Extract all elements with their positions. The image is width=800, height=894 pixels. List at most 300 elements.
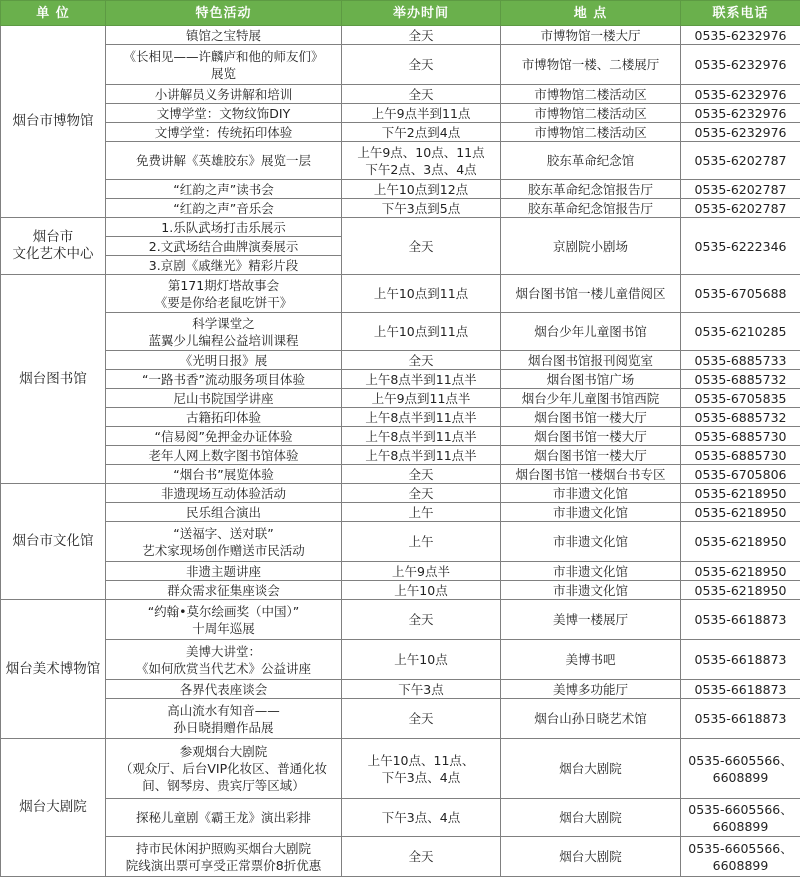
time-cell-line: 下午3点、4点 bbox=[381, 810, 461, 825]
phone-cell-line: 0535-6232976 bbox=[694, 27, 787, 43]
table-row bbox=[1, 699, 800, 739]
activity-cell-line: 非遗主题讲座 bbox=[185, 563, 261, 579]
place-cell-line: 烟台大剧院 bbox=[559, 761, 622, 776]
phone-cell-line: 0535-6885732 bbox=[694, 409, 787, 425]
place-cell-line: 市博物馆一楼、二楼展厅 bbox=[521, 57, 660, 72]
phone-cell bbox=[681, 218, 800, 275]
phone-cell bbox=[681, 180, 800, 199]
phone-cell-line: 0535-6705806 bbox=[694, 466, 787, 482]
place-cell-line: 美博书吧 bbox=[565, 652, 616, 667]
time-cell bbox=[342, 26, 501, 45]
time-cell bbox=[342, 85, 501, 104]
phone-cell bbox=[681, 370, 800, 389]
time-cell-line: 上午8点半到11点半 bbox=[365, 428, 477, 444]
phone-cell-line: 0535-6618873 bbox=[694, 681, 787, 697]
time-cell bbox=[342, 446, 501, 465]
place-cell bbox=[501, 484, 681, 503]
table-row bbox=[1, 408, 800, 427]
time-cell-line: 下午2点到4点 bbox=[381, 124, 461, 140]
activity-cell-line: 间、钢琴房、贵宾厅等区域） bbox=[142, 778, 305, 793]
table-row bbox=[1, 581, 800, 600]
place-cell-line: 烟台大剧院 bbox=[559, 849, 622, 864]
activity-cell-line: 院线演出票可享受正常票价8折优惠 bbox=[125, 857, 322, 873]
place-cell bbox=[501, 503, 681, 522]
table-row bbox=[1, 45, 800, 85]
phone-cell-line: 0535-6705688 bbox=[694, 286, 787, 301]
place-cell-line: 烟台图书馆广场 bbox=[546, 371, 635, 387]
activity-cell-line: 科学课堂之 bbox=[192, 315, 255, 331]
activity-cell bbox=[106, 123, 342, 142]
place-cell-line: 烟台图书馆报刊阅览室 bbox=[527, 352, 653, 368]
activity-cell-line: 《光明日报》展 bbox=[179, 352, 268, 368]
header-phone: 联系电话 bbox=[681, 1, 800, 26]
activity-cell bbox=[106, 465, 342, 484]
place-cell-line: 市非遗文化馆 bbox=[552, 582, 628, 598]
time-cell bbox=[342, 351, 501, 370]
place-cell-line: 烟台图书馆一楼大厅 bbox=[534, 428, 647, 444]
header-time: 举办时间 bbox=[342, 1, 501, 26]
time-cell-line: 全天 bbox=[408, 466, 434, 482]
activity-cell-line: 非遗现场互动体验活动 bbox=[160, 485, 286, 501]
time-cell bbox=[342, 640, 501, 680]
place-cell bbox=[501, 313, 681, 351]
phone-cell-line: 6608899 bbox=[712, 769, 769, 785]
activity-cell-line: 古籍拓印体验 bbox=[185, 409, 261, 425]
place-cell bbox=[501, 699, 681, 739]
place-cell bbox=[501, 123, 681, 142]
phone-cell-line: 0535-6605566、 bbox=[688, 801, 793, 817]
activity-cell-line: “红韵之声”音乐会 bbox=[173, 200, 274, 216]
place-cell-line: 市博物馆一楼大厅 bbox=[540, 27, 641, 43]
time-cell bbox=[342, 370, 501, 389]
activity-cell-line: 《如何欣赏当代艺术》公益讲座 bbox=[135, 660, 311, 676]
unit-cell bbox=[1, 739, 106, 877]
table-row bbox=[1, 142, 800, 180]
table-row bbox=[1, 522, 800, 562]
place-cell-line: 烟台少年儿童图书馆 bbox=[534, 324, 647, 339]
activity-cell bbox=[106, 199, 342, 218]
activity-cell-line: 各界代表座谈会 bbox=[179, 681, 268, 697]
place-cell bbox=[501, 522, 681, 562]
activity-cell-line: 镇馆之宝特展 bbox=[185, 27, 261, 43]
time-cell bbox=[342, 313, 501, 351]
phone-cell-line: 0535-6218950 bbox=[694, 534, 787, 549]
phone-cell-line: 0535-6605566、 bbox=[688, 752, 793, 768]
phone-cell bbox=[681, 123, 800, 142]
time-cell bbox=[342, 739, 501, 799]
activity-cell-line: 老年人网上数字图书馆体验 bbox=[148, 447, 299, 463]
place-cell bbox=[501, 837, 681, 877]
table-row bbox=[1, 600, 800, 640]
table-row bbox=[1, 313, 800, 351]
phone-cell bbox=[681, 275, 800, 313]
unit-cell-line: 烟台美术博物馆 bbox=[5, 660, 101, 677]
unit-cell-line: 文化艺术中心 bbox=[12, 246, 94, 262]
activity-cell-line: 尼山书院国学讲座 bbox=[173, 390, 274, 406]
phone-cell-line: 0535-6618873 bbox=[694, 711, 787, 726]
phone-cell-line: 0535-6218950 bbox=[694, 582, 787, 598]
time-cell-line: 上午9点到11点半 bbox=[371, 390, 471, 406]
phone-cell bbox=[681, 142, 800, 180]
activity-cell bbox=[106, 446, 342, 465]
unit-cell-line: 烟台市博物馆 bbox=[12, 113, 94, 129]
phone-cell bbox=[681, 562, 800, 581]
unit-cell bbox=[1, 218, 106, 275]
table-row bbox=[1, 503, 800, 522]
time-cell-line: 下午3点、4点 bbox=[381, 769, 461, 785]
place-cell bbox=[501, 581, 681, 600]
phone-cell-line: 0535-6202787 bbox=[694, 181, 787, 197]
phone-cell-line: 0535-6202787 bbox=[694, 153, 787, 168]
phone-cell-line: 0535-6202787 bbox=[694, 200, 787, 216]
unit-cell-line: 烟台大剧院 bbox=[19, 799, 87, 815]
phone-cell-line: 0535-6885730 bbox=[694, 447, 787, 463]
activity-cell-line: 免费讲解《英雄胶东》展览一层 bbox=[135, 153, 311, 168]
time-cell-line: 下午3点 bbox=[398, 681, 444, 697]
schedule-body bbox=[1, 26, 800, 877]
table-row bbox=[1, 799, 800, 837]
time-cell bbox=[342, 275, 501, 313]
phone-cell bbox=[681, 503, 800, 522]
phone-cell-line: 0535-6705835 bbox=[694, 390, 787, 406]
activity-cell bbox=[106, 389, 342, 408]
activity-cell-line: 探秘儿童剧《霸王龙》演出彩排 bbox=[135, 810, 311, 825]
table-row bbox=[1, 562, 800, 581]
unit-cell-line: 烟台市文化馆 bbox=[12, 533, 94, 549]
time-cell-line: 下午2点、3点、4点 bbox=[365, 161, 477, 177]
phone-cell bbox=[681, 199, 800, 218]
activity-cell-line: 1.乐队武场打击乐展示 bbox=[161, 219, 286, 235]
place-cell bbox=[501, 370, 681, 389]
phone-cell-line: 0535-6218950 bbox=[694, 563, 787, 579]
place-cell-line: 烟台少年儿童图书馆西院 bbox=[521, 390, 660, 406]
phone-cell bbox=[681, 389, 800, 408]
table-row bbox=[1, 123, 800, 142]
place-cell-line: 烟台图书馆一楼大厅 bbox=[534, 409, 647, 425]
phone-cell bbox=[681, 837, 800, 877]
phone-cell bbox=[681, 408, 800, 427]
place-cell-line: 市非遗文化馆 bbox=[552, 504, 628, 520]
place-cell bbox=[501, 680, 681, 699]
phone-cell bbox=[681, 739, 800, 799]
place-cell-line: 烟台图书馆一楼大厅 bbox=[534, 447, 647, 463]
unit-cell bbox=[1, 26, 106, 218]
phone-cell-line: 0535-6218950 bbox=[694, 485, 787, 501]
time-cell bbox=[342, 503, 501, 522]
activity-cell-line: 民乐组合演出 bbox=[185, 504, 261, 520]
time-cell-line: 全天 bbox=[408, 485, 434, 501]
activity-cell-line: 蓝翼少儿编程公益培训课程 bbox=[148, 332, 299, 348]
place-cell bbox=[501, 142, 681, 180]
activity-cell bbox=[106, 275, 342, 313]
time-cell-line: 上午10点 bbox=[394, 582, 448, 598]
activity-cell bbox=[106, 237, 342, 256]
activity-cell-line: 艺术家现场创作赠送市民活动 bbox=[142, 542, 305, 558]
place-cell bbox=[501, 26, 681, 45]
place-cell-line: 胶东革命纪念馆报告厅 bbox=[527, 181, 653, 197]
activity-cell-line: 第171期灯塔故事会 bbox=[167, 277, 280, 293]
time-cell-line: 上午9点半到11点 bbox=[371, 105, 471, 121]
activity-cell-line: “送福字、送对联” bbox=[173, 525, 274, 541]
unit-cell-line: 烟台图书馆 bbox=[19, 370, 87, 387]
place-cell-line: 市非遗文化馆 bbox=[552, 485, 628, 501]
place-cell bbox=[501, 389, 681, 408]
place-cell bbox=[501, 104, 681, 123]
place-cell-line: 市非遗文化馆 bbox=[552, 563, 628, 579]
place-cell bbox=[501, 275, 681, 313]
place-cell-line: 市博物馆二楼活动区 bbox=[534, 105, 647, 121]
time-cell bbox=[342, 45, 501, 85]
table-row bbox=[1, 85, 800, 104]
time-cell bbox=[342, 522, 501, 562]
activity-cell-line: 参观烟台大剧院 bbox=[179, 744, 268, 759]
time-cell-line: 上午10点到11点 bbox=[373, 286, 469, 301]
activity-cell bbox=[106, 351, 342, 370]
phone-cell bbox=[681, 680, 800, 699]
activity-cell bbox=[106, 640, 342, 680]
time-cell bbox=[342, 562, 501, 581]
header-place: 地 点 bbox=[501, 1, 681, 26]
phone-cell-line: 0535-6885730 bbox=[694, 428, 787, 444]
phone-cell bbox=[681, 799, 800, 837]
time-cell-line: 上午10点、11点、 bbox=[367, 752, 475, 768]
place-cell bbox=[501, 465, 681, 484]
activity-cell-line: 美博大讲堂： bbox=[185, 643, 261, 659]
time-cell bbox=[342, 218, 501, 275]
table-row bbox=[1, 446, 800, 465]
phone-cell-line: 0535-6232976 bbox=[694, 105, 787, 121]
place-cell-line: 烟台图书馆一楼儿童借阅区 bbox=[515, 286, 666, 301]
time-cell bbox=[342, 837, 501, 877]
time-cell-line: 全天 bbox=[408, 849, 434, 864]
activity-cell-line: “红韵之声”读书会 bbox=[173, 181, 274, 197]
activity-cell bbox=[106, 26, 342, 45]
activity-cell-line: 2.文武场结合曲牌演奏展示 bbox=[148, 238, 299, 254]
phone-cell bbox=[681, 313, 800, 351]
table-row bbox=[1, 351, 800, 370]
activity-cell-line: 文博学堂：文物纹饰DIY bbox=[156, 105, 291, 121]
phone-cell-line: 0535-6885732 bbox=[694, 371, 787, 387]
time-cell bbox=[342, 699, 501, 739]
header-row bbox=[1, 1, 800, 26]
time-cell-line: 上午8点半到11点半 bbox=[365, 371, 477, 387]
header-unit: 单 位 bbox=[1, 1, 106, 26]
time-cell-line: 上午9点半 bbox=[392, 563, 450, 579]
activity-cell-line: 3.京剧《戚继光》精彩片段 bbox=[148, 257, 299, 273]
phone-cell-line: 0535-6232976 bbox=[694, 57, 787, 72]
activity-cell-line: 《要是你给老鼠吃饼干》 bbox=[154, 294, 293, 310]
activity-cell bbox=[106, 799, 342, 837]
activity-cell bbox=[106, 408, 342, 427]
table-row bbox=[1, 389, 800, 408]
place-cell bbox=[501, 218, 681, 275]
table-row bbox=[1, 199, 800, 218]
activity-cell-line: 持市民休闲护照购买烟台大剧院 bbox=[135, 840, 311, 856]
place-cell bbox=[501, 739, 681, 799]
time-cell-line: 全天 bbox=[408, 57, 434, 72]
table-row bbox=[1, 275, 800, 313]
time-cell-line: 上午10点 bbox=[394, 652, 448, 667]
time-cell bbox=[342, 199, 501, 218]
table-row bbox=[1, 739, 800, 799]
time-cell-line: 下午3点到5点 bbox=[381, 200, 461, 216]
activity-cell bbox=[106, 600, 342, 640]
time-cell-line: 全天 bbox=[408, 86, 434, 102]
phone-cell-line: 0535-6618873 bbox=[694, 612, 787, 627]
unit-cell bbox=[1, 600, 106, 739]
table-row bbox=[1, 218, 800, 237]
time-cell bbox=[342, 484, 501, 503]
table-row bbox=[1, 465, 800, 484]
phone-cell bbox=[681, 699, 800, 739]
time-cell-line: 上午8点半到11点半 bbox=[365, 447, 477, 463]
activity-cell bbox=[106, 370, 342, 389]
place-cell bbox=[501, 799, 681, 837]
time-cell-line: 全天 bbox=[408, 352, 434, 368]
time-cell-line: 上午10点到11点 bbox=[373, 324, 469, 339]
table-row bbox=[1, 640, 800, 680]
place-cell-line: 胶东革命纪念馆报告厅 bbox=[527, 200, 653, 216]
place-cell-line: 胶东革命纪念馆 bbox=[546, 153, 635, 168]
place-cell-line: 市非遗文化馆 bbox=[552, 534, 628, 549]
activity-cell-line: 十周年巡展 bbox=[192, 620, 255, 636]
table-row bbox=[1, 180, 800, 199]
place-cell bbox=[501, 600, 681, 640]
table-row bbox=[1, 427, 800, 446]
place-cell bbox=[501, 85, 681, 104]
phone-cell-line: 0535-6232976 bbox=[694, 124, 787, 140]
activity-cell-line: 高山流水有知音—— bbox=[167, 702, 280, 718]
place-cell bbox=[501, 45, 681, 85]
phone-cell bbox=[681, 351, 800, 370]
activity-cell bbox=[106, 104, 342, 123]
place-cell-line: 美博多功能厅 bbox=[552, 681, 628, 697]
time-cell-line: 全天 bbox=[408, 27, 434, 43]
activity-cell bbox=[106, 313, 342, 351]
time-cell bbox=[342, 408, 501, 427]
phone-cell bbox=[681, 600, 800, 640]
time-cell bbox=[342, 465, 501, 484]
place-cell-line: 烟台大剧院 bbox=[559, 810, 622, 825]
activity-cell bbox=[106, 699, 342, 739]
table-row bbox=[1, 484, 800, 503]
phone-cell-line: 0535-6618873 bbox=[694, 652, 787, 667]
phone-cell-line: 0535-6605566、 bbox=[688, 840, 793, 856]
time-cell bbox=[342, 581, 501, 600]
activity-cell-line: （观众厅、后台VIP化妆区、普通化妆 bbox=[119, 761, 328, 776]
activity-cell bbox=[106, 522, 342, 562]
time-cell-line: 上午 bbox=[408, 534, 434, 549]
time-cell-line: 上午 bbox=[408, 504, 434, 520]
phone-cell bbox=[681, 26, 800, 45]
phone-cell bbox=[681, 522, 800, 562]
phone-cell-line: 0535-6885733 bbox=[694, 352, 787, 368]
activity-cell bbox=[106, 581, 342, 600]
time-cell bbox=[342, 427, 501, 446]
phone-cell-line: 0535-6218950 bbox=[694, 504, 787, 520]
activity-cell bbox=[106, 45, 342, 85]
phone-cell bbox=[681, 640, 800, 680]
phone-cell bbox=[681, 427, 800, 446]
place-cell bbox=[501, 408, 681, 427]
activity-cell bbox=[106, 739, 342, 799]
time-cell-line: 全天 bbox=[408, 612, 434, 627]
activity-cell bbox=[106, 142, 342, 180]
table-row bbox=[1, 104, 800, 123]
phone-cell-line: 6608899 bbox=[712, 818, 769, 834]
activity-cell bbox=[106, 180, 342, 199]
time-cell bbox=[342, 680, 501, 699]
unit-cell-line: 烟台市 bbox=[32, 229, 74, 245]
place-cell-line: 市博物馆二楼活动区 bbox=[534, 124, 647, 140]
phone-cell-line: 6608899 bbox=[712, 857, 769, 873]
table-row bbox=[1, 837, 800, 877]
place-cell bbox=[501, 640, 681, 680]
time-cell bbox=[342, 142, 501, 180]
phone-cell-line: 0535-6210285 bbox=[694, 324, 787, 339]
place-cell-line: 市博物馆二楼活动区 bbox=[534, 86, 647, 102]
place-cell bbox=[501, 351, 681, 370]
activity-cell-line: 展览 bbox=[210, 65, 236, 81]
phone-cell bbox=[681, 484, 800, 503]
phone-cell bbox=[681, 85, 800, 104]
place-cell-line: 美博一楼展厅 bbox=[552, 612, 628, 627]
time-cell-line: 上午10点到12点 bbox=[373, 181, 469, 197]
table-row bbox=[1, 26, 800, 45]
phone-cell bbox=[681, 465, 800, 484]
time-cell bbox=[342, 600, 501, 640]
place-cell bbox=[501, 180, 681, 199]
activity-cell-line: 《长相见——许麟庐和他的师友们》 bbox=[123, 48, 324, 64]
activity-cell bbox=[106, 680, 342, 699]
activity-cell bbox=[106, 427, 342, 446]
activity-cell-line: “约翰•莫尔绘画奖（中国）” bbox=[147, 603, 300, 619]
place-cell bbox=[501, 446, 681, 465]
activity-cell bbox=[106, 503, 342, 522]
place-cell bbox=[501, 427, 681, 446]
activity-cell bbox=[106, 218, 342, 237]
time-cell bbox=[342, 389, 501, 408]
time-cell bbox=[342, 123, 501, 142]
unit-cell bbox=[1, 484, 106, 600]
time-cell-line: 全天 bbox=[408, 711, 434, 726]
table-row bbox=[1, 680, 800, 699]
header-activity: 特色活动 bbox=[106, 1, 342, 26]
phone-cell bbox=[681, 446, 800, 465]
time-cell-line: 全天 bbox=[408, 238, 434, 254]
place-cell-line: 京剧院小剧场 bbox=[552, 238, 628, 254]
time-cell bbox=[342, 180, 501, 199]
phone-cell bbox=[681, 45, 800, 85]
phone-cell-line: 0535-6232976 bbox=[694, 86, 787, 102]
phone-cell bbox=[681, 581, 800, 600]
time-cell bbox=[342, 799, 501, 837]
activity-cell-line: 孙日晓捐赠作品展 bbox=[173, 719, 274, 735]
place-cell bbox=[501, 562, 681, 581]
activity-cell-line: 群众需求征集座谈会 bbox=[167, 582, 280, 598]
table-row bbox=[1, 370, 800, 389]
place-cell-line: 烟台山孙日晓艺术馆 bbox=[534, 711, 647, 726]
phone-cell-line: 0535-6222346 bbox=[694, 238, 787, 254]
time-cell-line: 上午9点、10点、11点 bbox=[357, 144, 485, 160]
place-cell-line: 烟台图书馆一楼烟台书专区 bbox=[515, 466, 666, 482]
time-cell bbox=[342, 104, 501, 123]
activity-cell bbox=[106, 562, 342, 581]
activity-cell-line: “一路书香”流动服务项目体验 bbox=[142, 371, 305, 387]
activity-cell-line: 文博学堂：传统拓印体验 bbox=[154, 124, 293, 140]
activity-cell-line: 小讲解员义务讲解和培训 bbox=[154, 86, 293, 102]
place-cell bbox=[501, 199, 681, 218]
